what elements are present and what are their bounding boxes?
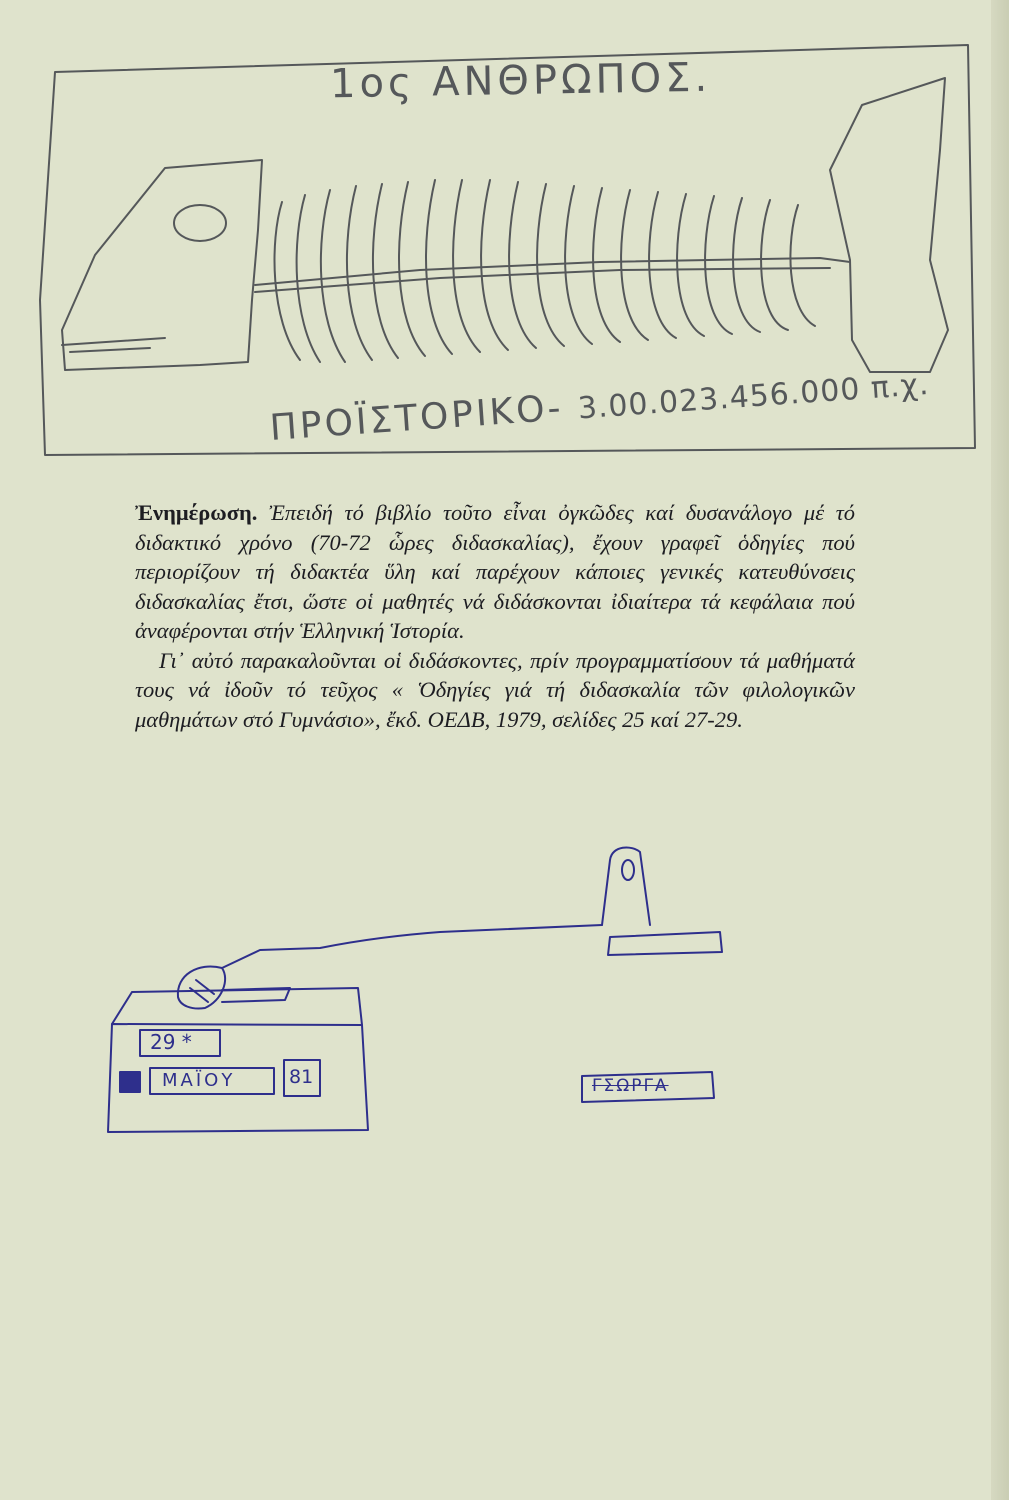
sketch-title: 1ος ΑΝΘΡΩΠΟΣ. [329, 54, 712, 108]
antenna-mast [602, 847, 650, 925]
display-square [120, 1072, 140, 1092]
scribble-text: ΓΣΩΡΓΑ [592, 1076, 669, 1096]
notice-lead: Ἐνημέρωση. [135, 500, 258, 525]
antenna-base [608, 932, 722, 955]
antenna-eye [622, 860, 634, 880]
device-box [108, 1024, 368, 1132]
display-month-text: ΜΑΪΟΥ [162, 1070, 236, 1091]
device-top [112, 988, 362, 1025]
antenna-cable [222, 925, 602, 968]
notice-text-1: Ἐπειδή τό βιβλίο τοῦτο εἶναι ὀγκῶδες καί δυσανάλογο μέ τό διδακτικό χρόνο (70-72 ὧρες διδασκαλίας), ἔχουν γραφεῖ ὁδηγίες πού περιορίζουν τή διδακτέα ὕλη καί παρέχουν κάποιες γενικές κατευθύνσεις διδασκαλίας ἔτσι, ὥστε οἱ μαθητές νά διδάσκονται ἰδιαίτερα τά κεφάλαια πού ἀναφέρονται στήν Ἑλληνική Ἱστορία. [135, 500, 855, 643]
device-knob [178, 967, 225, 1009]
notice-text-2: Γι᾿ αὐτό παρακαλοῦνται οἱ διδάσκοντες, πρίν προγραμματίσουν τά μαθήματά τους νά ἰδοῦν τό τεῦχος « Ὁδηγίες γιά τή διδασκαλία τῶν φιλολογικῶν μαθημάτων στό Γυμνάσιο», ἔκδ. ΟΕΔΒ, 1979, σελίδες 25 καί 27-29. [135, 647, 855, 732]
sketch-caption-number: 3.00.023.456.000 π.χ. [576, 366, 931, 427]
sketch-caption-word: ΠΡΟΪΣΤΟΡΙΚΟ- [268, 387, 565, 449]
display-top-text: 29 * [150, 1030, 192, 1054]
display-year-text: 81 [289, 1066, 314, 1088]
